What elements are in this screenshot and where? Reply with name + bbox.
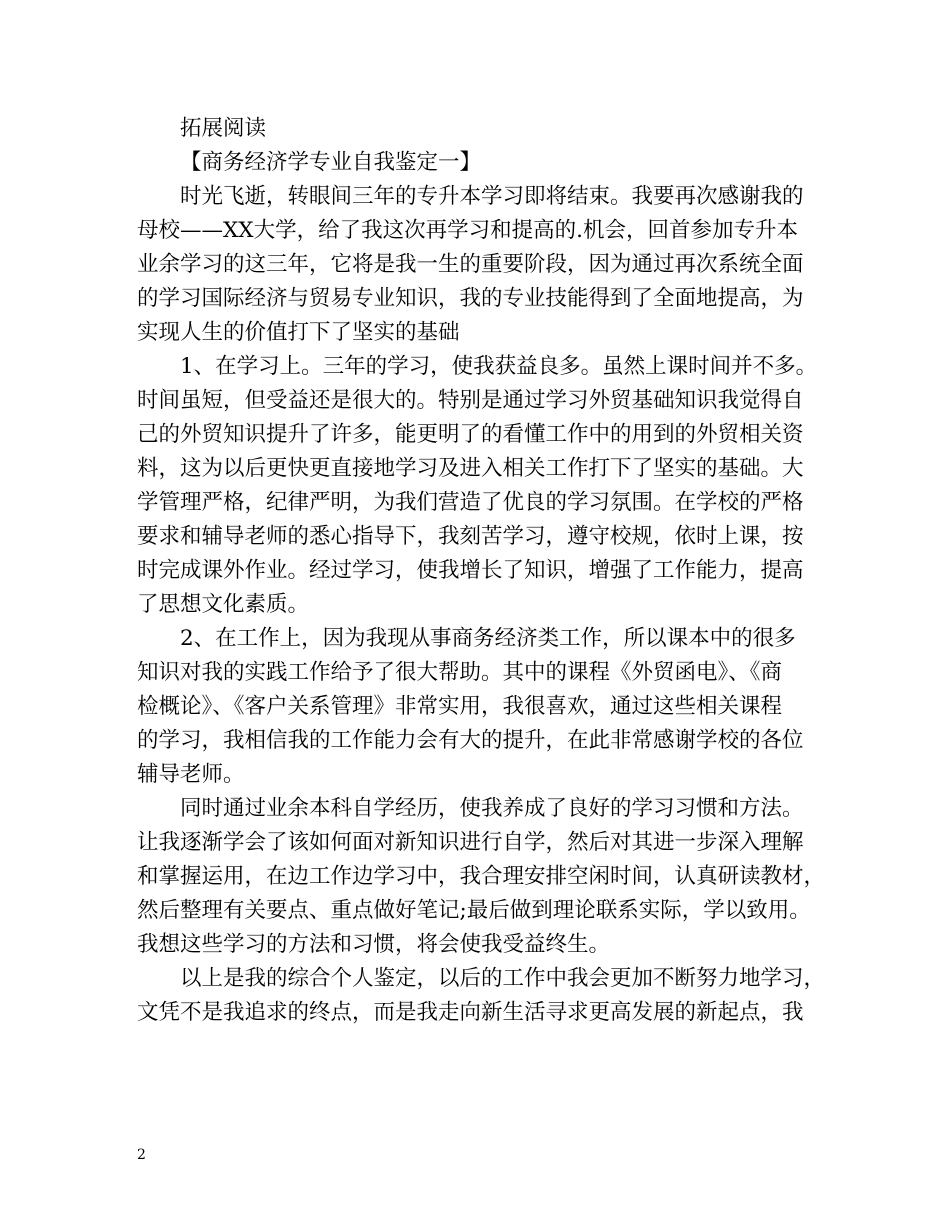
paragraph-line: 然后整理有关要点、重点做好笔记;最后做到理论联系实际，学以致用。: [137, 898, 811, 923]
paragraph-conclusion: [137, 962, 827, 1030]
paragraph-line: 同时通过业余本科自学经历，使我养成了良好的学习习惯和方法。: [180, 796, 804, 821]
paragraph-intro: [137, 180, 827, 350]
paragraph-line: 时光飞逝，转眼间三年的专升本学习即将结束。我要再次感谢我的: [180, 184, 804, 209]
paragraph-line: 知识对我的实践工作给予了很大帮助。其中的课程《外贸函电》、《商: [137, 660, 783, 685]
paragraph-line: 了思想文化素质。: [137, 592, 310, 617]
paragraph-line: 我想这些学习的方法和习惯，将会使我受益终生。: [137, 932, 611, 957]
paragraph-study: [137, 350, 827, 622]
paragraph-line: 时间虽短，但受益还是很大的。特别是通过学习外贸基础知识我觉得自: [137, 388, 804, 413]
paragraph-line: 业余学习的这三年，它将是我一生的重要阶段，因为通过再次系统全面: [137, 252, 804, 277]
page-number: 2: [137, 1147, 146, 1163]
paragraph-line: 料，这为以后更快更直接地学习及进入相关工作打下了坚实的基础。大: [137, 456, 804, 481]
paragraph-line: 以上是我的综合个人鉴定，以后的工作中我会更加不断努力地学习，: [180, 966, 826, 991]
section-title: 【商务经济学专业自我鉴定一】: [180, 150, 482, 175]
document-body: [137, 112, 827, 1030]
paragraph-line: 的学习国际经济与贸易专业知识，我的专业技能得到了全面地提高，为: [137, 286, 804, 311]
paragraph-line: 辅导老师。: [137, 762, 245, 787]
extended-reading-heading: 拓展阅读: [180, 116, 267, 141]
paragraph-line: 的学习，我相信我的工作能力会有大的提升，在此非常感谢学校的各位: [137, 728, 804, 753]
paragraph-line: 学管理严格，纪律严明，为我们营造了优良的学习氛围。在学校的严格: [137, 490, 804, 515]
paragraph-line: 要求和辅导老师的悉心指导下，我刻苦学习，遵守校规，依时上课，按: [137, 524, 804, 549]
paragraph-line: 实现人生的价值打下了坚实的基础: [137, 320, 460, 345]
paragraph-line: 检概论》、《客户关系管理》非常实用，我很喜欢，通过这些相关课程: [137, 694, 783, 719]
paragraph-line: 1、在学习上。三年的学习，使我获益良多。虽然上课时间并不多。: [180, 354, 818, 379]
paragraph-line: 2、在工作上，因为我现从事商务经济类工作，所以课本中的很多: [180, 626, 796, 651]
paragraph-line: 母校——XX大学，给了我这次再学习和提高的.机会，回首参加专升本: [137, 218, 798, 243]
paragraph-work: [137, 622, 827, 792]
paragraph-line: 和掌握运用，在边工作边学习中，我合理安排空闲时间，认真研读教材，: [137, 864, 826, 889]
paragraph-line: 让我逐渐学会了该如何面对新知识进行自学，然后对其进一步深入理解: [137, 830, 804, 855]
paragraph-line: 文凭不是我追求的终点，而是我走向新生活寻求更高发展的新起点，我: [137, 1000, 804, 1025]
paragraph-line: 时完成课外作业。经过学习，使我增长了知识，增强了工作能力，提高: [137, 558, 804, 583]
paragraph-line: 己的外贸知识提升了许多，能更明了的看懂工作中的用到的外贸相关资: [137, 422, 804, 447]
paragraph-habits: [137, 792, 827, 962]
